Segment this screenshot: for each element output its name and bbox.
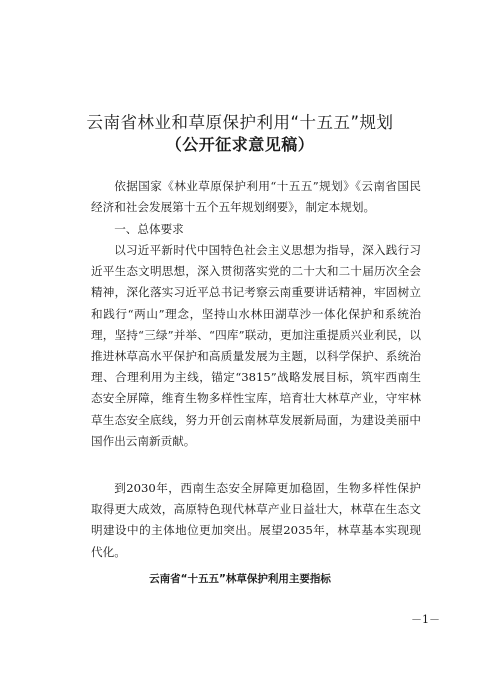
section-heading: 一、总体要求 [114, 222, 184, 236]
document-title: 云南省林业和草原保护利用“十五五”规划 [86, 113, 394, 132]
intro-paragraph: 依据国家《林业草原保护利用“十五五”规划》《云南省国民经济和社会发展第十五个五年规划纲要》，制定本规划。 [91, 179, 421, 215]
goals-paragraph: 到2030年，西南生态安全屏障更加稳固，生物多样性保护取得更大成效，高原特色现代林草产业日益壮大，林草在生态文明建设中的主体地位更加突出。展望2035年，林草基本实现现代化。 [91, 481, 421, 559]
page-number: －1－ [411, 613, 440, 626]
document-subtitle: （公开征求意见稿） [165, 135, 315, 154]
guiding-paragraph: 以习近平新时代中国特色社会主义思想为指导，深入践行习近平生态文明思想，深入贯彻落实党的二十大和二十届历次全会精神，深化落实习近平总书记考察云南重要讲话精神，牢固树立和践行“两山”理念，坚持山水林田湖草沙一体化保护和系统治理，坚持“三绿”并举、“四库”联动，更加注重提质兴业利民，以推进林草高水平保护和高质量发展为主题，以科学保护、系统治理、合理利用为主线，锚定“3815”战略发展目标，筑牢西南生态安全屏障，维育生物多样性宝库，培育壮大林草产业，守牢林草生态安全底线，努力开创云南林草发展新局面，为建设美丽中国作出云南新贡献。 [91, 243, 421, 448]
table-title: 云南省“十五五”林草保护利用主要指标 [149, 573, 331, 585]
